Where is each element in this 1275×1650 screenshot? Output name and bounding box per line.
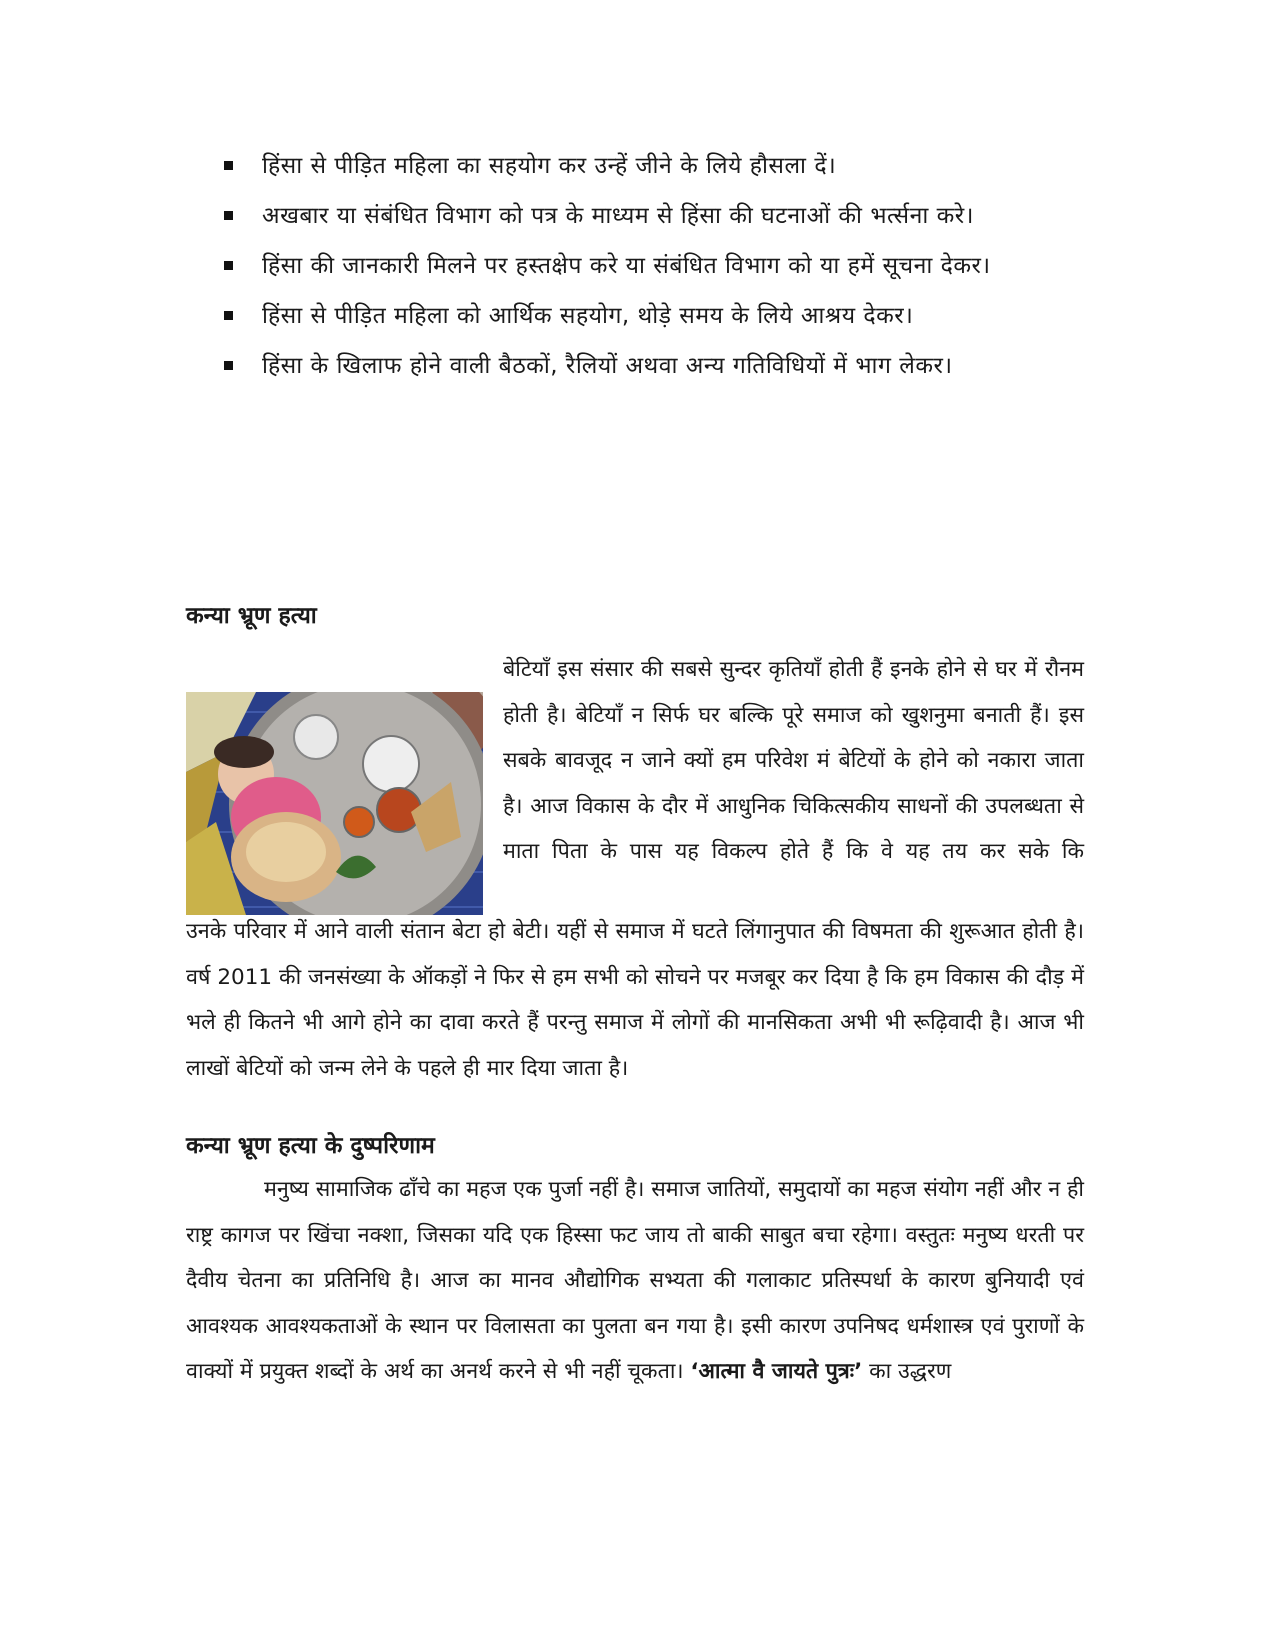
square-bullet-icon <box>224 211 233 220</box>
square-bullet-icon <box>224 311 233 320</box>
square-bullet-icon <box>224 361 233 370</box>
bullet-list <box>222 142 1084 392</box>
list-item <box>222 142 1084 190</box>
photo-illustration <box>186 692 483 915</box>
section-heading-female-foeticide: कन्या भ्रूण हत्या <box>186 603 317 629</box>
list-item <box>222 242 1084 290</box>
quote-text: ‘आत्मा वै जायते पुत्रः’ <box>690 1359 863 1384</box>
bullet-text: अखबार या संबंधित विभाग को पत्र के माध्यम से हिंसा की घटनाओं की भर्त्सना करे। <box>262 203 974 229</box>
square-bullet-icon <box>224 261 233 270</box>
bullet-text: हिंसा के खिलाफ होने वाली बैठकों, रैलियों अथवा अन्य गतिविधियों में भाग लेकर। <box>262 353 953 379</box>
list-item <box>222 292 1084 340</box>
paragraph-tail: का उद्धरण <box>862 1359 952 1384</box>
square-bullet-icon <box>224 161 233 170</box>
paragraph-female-foeticide-intro: बेटियॉं इस संसार की सबसे सुन्दर कृतियॉं होती हैं इनके होने से घर में रौनम होती है। बेटियॉं न सिर्फ घर बल्कि पूरे समाज को खुशनुमा बनाती हैं। इस सबके बावजूद न जाने क्यों हम परिवेश मं बेटियों के होने को नकारा जाता है। आज विकास के दौर में आधुनिक चिकित्सकीय साधनों की उपलब्धता से माता पिता के पास यह विकल्प होते हैं कि वे यह तय कर सके कि <box>503 657 1084 864</box>
paragraph-female-foeticide-continued: उनके परिवार में आने वाली संतान बेटा हो बेटी। यहीं से समाज में घटते लिंगानुपात की विषमता की शुरूआत होती है। वर्ष 2011 की जनसंख्या के ऑकड़ों ने फिर से हम सभी को सोचने पर मजबूर कर दिया है कि हम विकास की दौड़ में भले ही कितने भी आगे होने का दावा करते हैं परन्तु समाज में लोगों की मानसिकता अभी भी रूढ़िवादी है। आज भी लाखों बेटियों को जन्म लेने के पहले ही मार दिया जाता है। <box>186 919 1084 1081</box>
bullet-text: हिंसा से पीड़ित महिला को आर्थिक सहयोग, थोड़े समय के लिये आश्रय देकर। <box>262 303 914 329</box>
photo-baby-on-plate <box>186 692 483 915</box>
section-heading-consequences: कन्या भ्रूण हत्या के दुष्परिणाम <box>186 1133 435 1159</box>
paragraph-text: मनुष्य सामाजिक ढॉंचे का महज एक पुर्जा नहीं है। समाज जातियों, समुदायों का महज संयोग नहीं और न ही राष्ट्र कागज पर खिंचा नक्शा, जिसका यदि एक हिस्सा फट जाय तो बाकी साबुत बचा रहेगा। वस्तुतः मनुष्य धरती पर दैवीय चेतना का प्रतिनिधि है। आज का मानव औद्योगिक सभ्यता की गलाकाट प्रतिस्पर्धा के कारण बुनियादी एवं आवश्यक आवश्यकताओं के स्थान पर विलासता का पुलता बन गया है। इसी कारण उपनिषद धर्मशास्त्र एवं पुराणों के वाक्यों में प्रयुक्त शब्दों के अर्थ का अनर्थ करने से भी नहीं चूकता। <box>186 1177 1085 1384</box>
paragraph-consequences <box>186 1167 1084 1395</box>
list-item <box>222 342 1084 390</box>
bullet-text: हिंसा की जानकारी मिलने पर हस्तक्षेप करे या संबंधित विभाग को या हमें सूचना देकर। <box>262 253 991 279</box>
bullet-text: हिंसा से पीड़ित महिला का सहयोग कर उन्हें जीने के लिये हौसला दें। <box>262 153 837 179</box>
list-item <box>222 192 1084 240</box>
